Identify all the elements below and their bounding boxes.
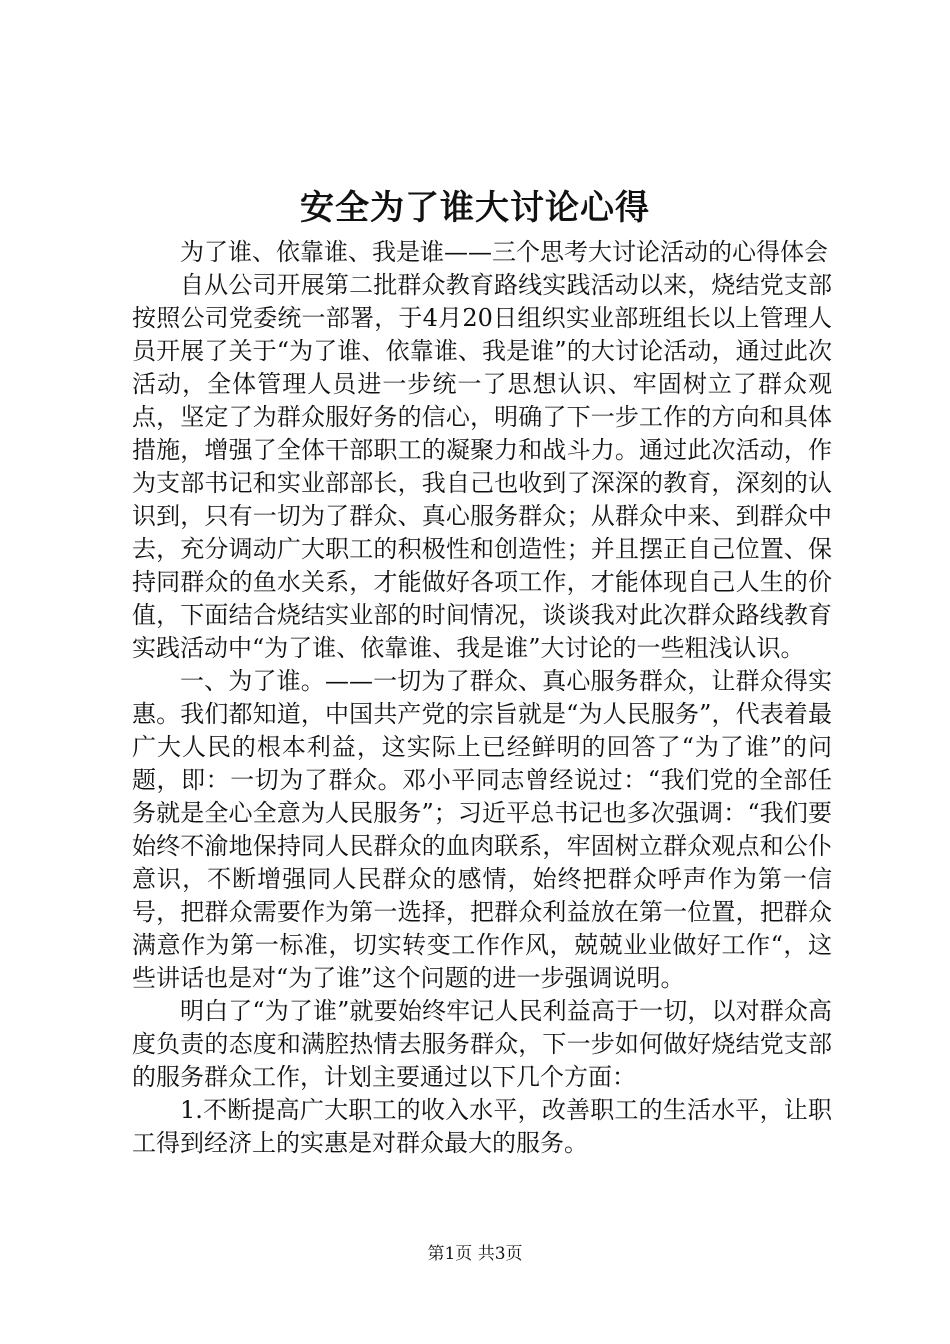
page-footer: 第1页 共3页 [427, 1244, 523, 1264]
paragraph-plan: 明白了“为了谁”就要始终牢记人民利益高于一切，以对群众高度负责的态度和满腔热情去服务群众，下一步如何做好烧结党支部的服务群众工作，计划主要通过以下几个方面： [132, 997, 832, 1091]
paragraph-subtitle: 为了谁、依靠谁、我是谁——三个思考大讨论活动的心得体会 [180, 238, 828, 266]
paragraph-intro: 自从公司开展第二批群众教育路线实践活动以来，烧结党支部按照公司党委统一部署，于4月20日组织实业部班组长以上管理人员开展了关于“为了谁、依靠谁、我是谁”的大讨论活动，通过此次活动，全体管理人员进一步统一了思想认识、牢固树立了群众观点，坚定了为群众服好务的信心，明确了下一步工作的方向和具体措施，增强了全体干部职工的凝聚力和战斗力。通过此次活动，作为支部书记和实业部部长，我自己也收到了深深的教育，深刻的认识到，只有一切为了群众、真心服务群众；从群众中来、到群众中去，充分调动广大职工的积极性和创造性；并且摆正自己位置、保持同群众的鱼水关系，才能做好各项工作，才能体现自己人生的价值，下面结合烧结实业部的时间情况，谈谈我对此次群众路线教育实践活动中“为了谁、依靠谁、我是谁”大讨论的一些粗浅认识。 [132, 271, 832, 662]
document-title: 安全为了谁大讨论心得 [300, 188, 650, 228]
document-body [132, 236, 832, 1160]
paragraph-section-one: 一、为了谁。——一切为了群众、真心服务群众，让群众得实惠。我们都知道，中国共产党的宗旨就是“为人民服务”，代表着最广大人民的根本利益，这实际上已经鲜明的回答了“为了谁”的问题，即：一切为了群众。邓小平同志曾经说过：“我们党的全部任务就是全心全意为人民服务”；习近平总书记也多次强调：“我们要始终不渝地保持同人民群众的血肉联系，牢固树立群众观点和公仆意识，不断增强同人民群众的感情，始终把群众呼声作为第一信号，把群众需要作为第一选择，把群众利益放在第一位置，把群众满意作为第一标准，切实转变工作作风，兢兢业业做好工作“，这些讲话也是对“为了谁”这个问题的进一步强调说明。 [132, 667, 832, 992]
paragraph-item-one: 1.不断提高广大职工的收入水平，改善职工的生活水平，让职工得到经济上的实惠是对群众最大的服务。 [132, 1096, 832, 1157]
